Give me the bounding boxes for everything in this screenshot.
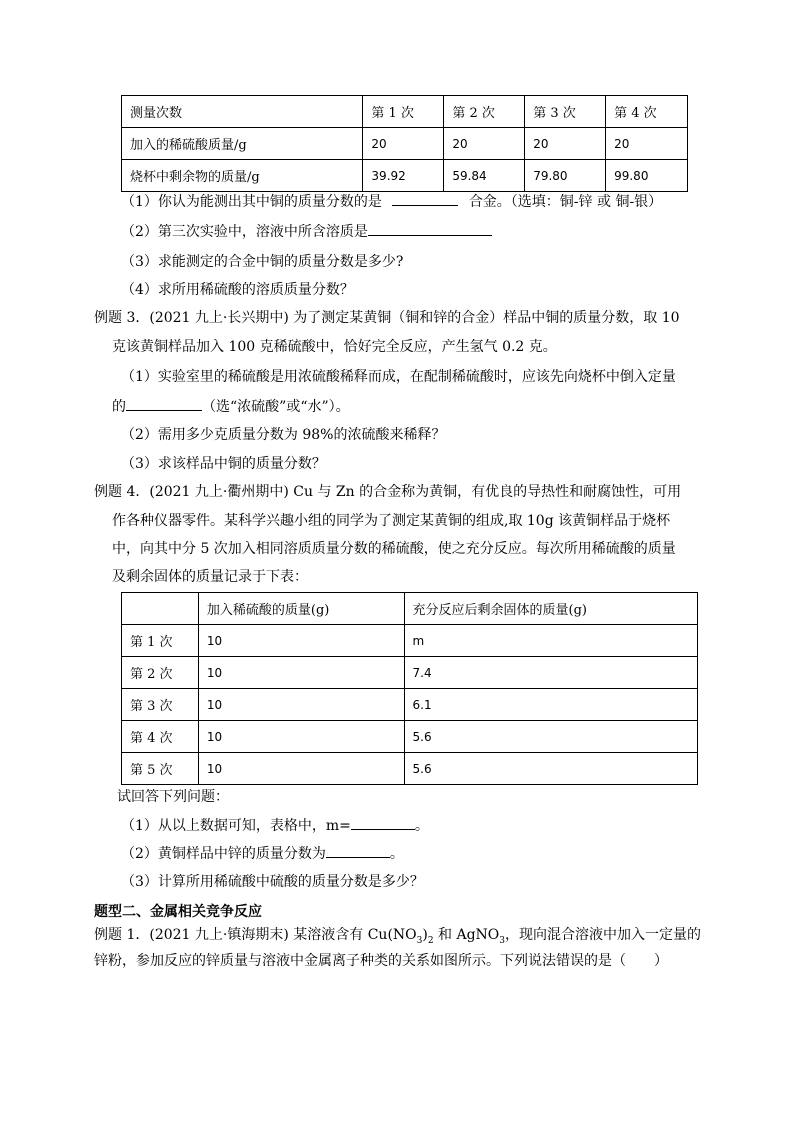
table-header-cell: 测量次数 [122,96,363,128]
example-4-question-1 [121,815,429,835]
table-row [122,128,688,160]
question-text: 例题 1．(2021 九上·镇海期末) 某溶液含有 Cu(NO [94,927,417,943]
table-row [122,625,698,657]
table-row [122,689,698,721]
subscript: 3 [499,935,506,946]
table-cell: 第 5 次 [122,753,199,785]
question-3: （3）求能测定的合金中铜的质量分数是多少? [121,254,404,270]
table-cell: 59.84 [444,160,525,192]
table-row [122,753,698,785]
question-text: 合金。（选填：铜-锌 或 铜-银） [468,194,663,210]
answer-blank[interactable] [392,191,458,206]
table-cell: 10 [198,657,404,689]
question-text: （2）黄铜样品中锌的质量分数为 [121,846,326,862]
table-header-cell: 第 3 次 [525,96,606,128]
table-header-row [122,96,688,128]
table-cell: 20 [444,128,525,160]
measurement-table [121,95,688,192]
answer-blank[interactable] [351,815,415,830]
table-cell: 5.6 [404,721,697,753]
table-cell: 10 [198,721,404,753]
table-row [122,657,698,689]
table-cell: 20 [525,128,606,160]
example-4-line-3: 中，向其中分 5 次加入相同溶质质量分数的稀硫酸，使之充分反应。每次所用稀硫酸的质量 [112,541,676,557]
answer-blank[interactable] [126,396,202,411]
table-header-cell: 第 1 次 [363,96,444,128]
question-text: （2）第三次实验中，溶液中所含溶质是 [121,224,368,240]
table-cell: 第 4 次 [122,721,199,753]
question-text: 和 AgNO [433,927,500,943]
section-example-1-line-1 [94,924,701,946]
table-row [122,160,688,192]
question-text: 。 [389,846,404,862]
example-4-line-4: 及剩余固体的质量记录于下表： [112,569,308,585]
table-cell: 第 1 次 [122,625,199,657]
question-4: （4）求所用稀硫酸的溶质质量分数？ [121,282,354,298]
table-cell: 10 [198,753,404,785]
question-1 [121,191,662,211]
question-2 [121,221,492,241]
example-3-line-1: 例题 3．(2021 九上·长兴期中) 为了测定某黄铜（铜和锌的合金）样品中铜的质量分数，取 10 [94,310,680,326]
example-4-question-2 [121,843,404,863]
question-text: 。 [414,818,429,834]
example-3-question-1-cont [112,396,350,416]
table-header-cell: 充分反应后剩余固体的质量(g) [404,593,697,625]
example-3-question-2: （2）需用多少克质量分数为 98%的浓硫酸来稀释？ [121,427,446,443]
example-3-question-3: （3）求该样品中铜的质量分数？ [121,456,326,472]
example-3-question-1: （1）实验室里的稀硫酸是用浓硫酸稀释而成，在配制稀硫酸时，应该先向烧杯中倒入定量 [121,369,676,385]
question-text: 的 [112,399,126,415]
table-cell: 20 [606,128,688,160]
table-header-cell: 第 4 次 [606,96,688,128]
table-cell: 加入的稀硫酸质量/g [122,128,363,160]
table-cell: 5.6 [404,753,697,785]
table-cell: 10 [198,625,404,657]
table-cell: 10 [198,689,404,721]
question-text: ，现向混合溶液中加入一定量的 [505,927,702,943]
table-cell: m [404,625,697,657]
question-text: （1）从以上数据可知，表格中，m= [121,818,351,834]
reaction-table [121,592,698,785]
table-header-row [122,593,698,625]
table-row [122,721,698,753]
answer-blank[interactable] [326,843,390,858]
table-cell: 79.80 [525,160,606,192]
example-4-intro: 试回答下列问题： [117,789,229,805]
table-cell: 7.4 [404,657,697,689]
table-cell: 第 2 次 [122,657,199,689]
table-cell: 第 3 次 [122,689,199,721]
table-cell: 20 [363,128,444,160]
answer-blank[interactable] [368,221,492,236]
subscript: 2 [427,935,434,946]
subscript: 3 [416,935,423,946]
table-header-cell: 加入稀硫酸的质量(g) [198,593,404,625]
table-header-cell [122,593,199,625]
example-3-line-2: 克该黄铜样品加入 100 克稀硫酸中，恰好完全反应，产生氢气 0.2 克。 [112,339,557,355]
section-example-1-line-2: 锌粉，参加反应的锌质量与溶液中金属离子种类的关系如图所示。下列说法错误的是（ ） [94,953,668,969]
table-cell: 6.1 [404,689,697,721]
section-title: 题型二、金属相关竞争反应 [94,904,262,920]
table-cell: 99.80 [606,160,688,192]
example-4-line-2: 作各种仪器零件。某科学兴趣小组的同学为了测定某黄铜的组成,取 10g 该黄铜样品于烧杯 [112,513,671,529]
table-header-cell: 第 2 次 [444,96,525,128]
question-text: ) [422,927,428,943]
question-text: （1）你认为能测出其中铜的质量分数的是 [121,194,382,210]
table-cell: 烧杯中剩余物的质量/g [122,160,363,192]
example-4-question-3: （3）计算所用稀硫酸中硫酸的质量分数是多少？ [121,874,424,890]
table-cell: 39.92 [363,160,444,192]
example-4-line-1: 例题 4．(2021 九上·衢州期中) Cu 与 Zn 的合金称为黄铜，有优良的导热性和耐腐蚀性，可用 [94,484,682,500]
question-text: （选“浓硫酸”或“水”）。 [202,399,350,415]
